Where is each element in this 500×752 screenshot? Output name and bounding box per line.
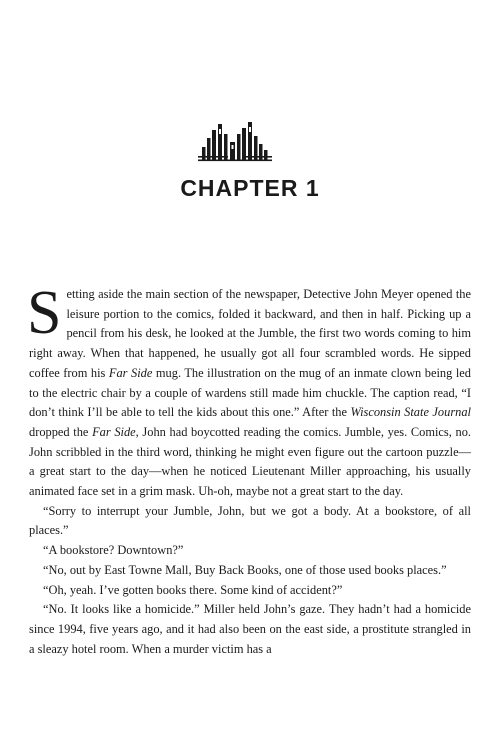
paragraph: “Oh, yeah. I’ve gotten books there. Some kind of accident?”	[43, 582, 343, 597]
paragraph: “No. It looks like a homicide.” Miller held John’s gaze. They hadn’t had a homicide since 1994, five years ago, and it had also been on the east side, a prostitute strangled in a sleazy hotel room. When a murder victim has a	[29, 602, 471, 656]
bookshelf-emblem-icon	[196, 120, 274, 164]
paragraph: “A bookstore? Downtown?”	[43, 543, 184, 558]
paragraph: “Sorry to interrupt your Jumble, John, but we got a body. At a bookstore, of all places.”	[29, 503, 471, 538]
chapter-body	[27, 279, 472, 659]
chapter-title: CHAPTER 1	[180, 175, 320, 201]
drop-cap: S	[27, 279, 62, 347]
paragraph: Setting aside the main section of the newspaper, Detective John Meyer opened the leisure portion to the comics, folded it backward, and then in half. Picking up a pencil from his desk, he looked at the Jumble, the first two words coming to him right away. When that happened, he usually got all four scrambled words. He sipped coffee from his Far Side mug. The illustration on the mug of an inmate clown being led to the electric chair by a couple of wardens still made him chuckle. The caption read, “I don’t think I’ll be able to tell the kids about this one.” After the Wisconsin State Journal dropped the Far Side, John had boycotted reading the comics. Jumble, yes. Comics, no. John scribbled in the third word, thinking he might even figure out the cartoon puzzle—a great start to the day—when he noticed Lieutenant Miller approaching, his usually animated face set in a grim mask. Uh-oh, maybe not a great start to the day.	[27, 279, 472, 499]
paragraph: “No, out by East Towne Mall, Buy Back Books, one of those used books places.”	[43, 562, 447, 577]
